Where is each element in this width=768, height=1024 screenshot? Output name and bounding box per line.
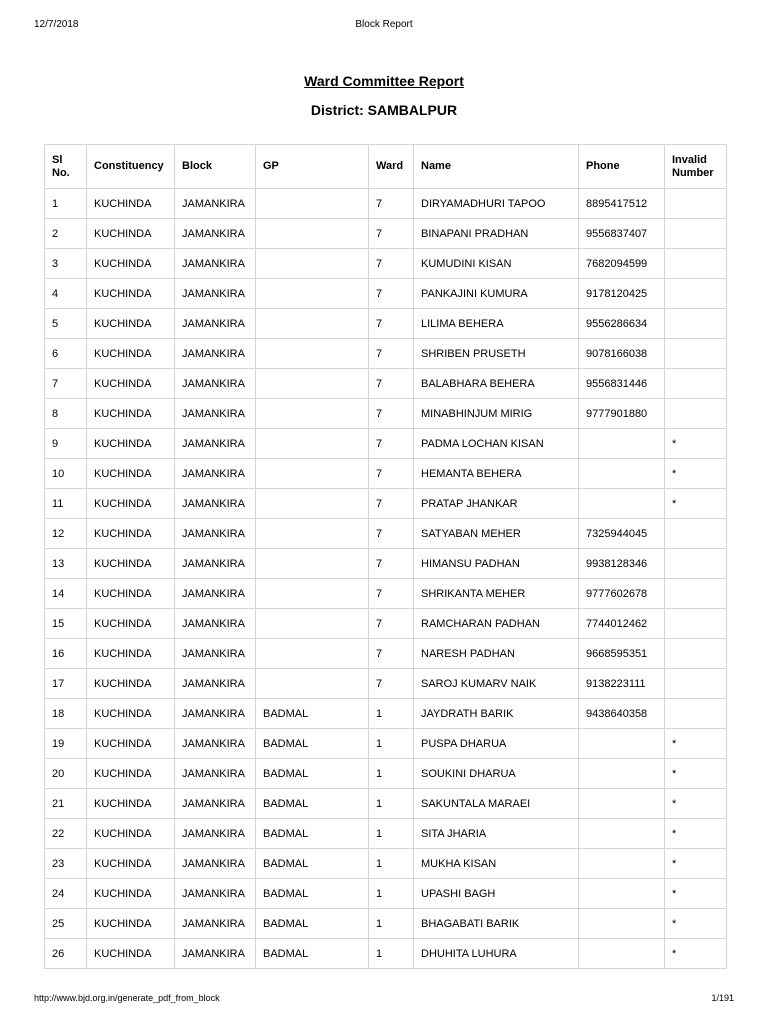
col-header-ward: Ward (369, 145, 414, 189)
ward-cell: 1 (369, 849, 414, 879)
name-cell: PUSPA DHARUA (414, 729, 579, 759)
phone-cell: 9556831446 (579, 369, 665, 399)
col-header-invalid-number: Invalid Number (665, 145, 727, 189)
block-cell: JAMANKIRA (175, 849, 256, 879)
ward-cell: 7 (369, 279, 414, 309)
invalid-number-cell: * (665, 489, 727, 519)
invalid-number-cell: * (665, 789, 727, 819)
invalid-number-cell (665, 189, 727, 219)
gp-cell (256, 189, 369, 219)
table-row (45, 699, 727, 729)
sl-no-cell: 19 (45, 729, 87, 759)
table-row (45, 339, 727, 369)
invalid-number-cell: * (665, 849, 727, 879)
gp-cell (256, 279, 369, 309)
block-cell: JAMANKIRA (175, 459, 256, 489)
ward-cell: 1 (369, 759, 414, 789)
block-cell: JAMANKIRA (175, 219, 256, 249)
name-cell: PANKAJINI KUMURA (414, 279, 579, 309)
phone-cell: 9938128346 (579, 549, 665, 579)
table-row (45, 609, 727, 639)
invalid-number-cell (665, 609, 727, 639)
phone-cell: 9556837407 (579, 219, 665, 249)
sl-no-cell: 5 (45, 309, 87, 339)
gp-cell (256, 309, 369, 339)
gp-cell: BADMAL (256, 729, 369, 759)
sl-no-cell: 6 (45, 339, 87, 369)
table-row (45, 369, 727, 399)
ward-cell: 1 (369, 939, 414, 969)
constituency-cell: KUCHINDA (87, 489, 175, 519)
phone-cell (579, 759, 665, 789)
invalid-number-cell (665, 699, 727, 729)
constituency-cell: KUCHINDA (87, 759, 175, 789)
phone-cell: 9078166038 (579, 339, 665, 369)
ward-cell: 7 (369, 549, 414, 579)
phone-cell (579, 789, 665, 819)
gp-cell: BADMAL (256, 759, 369, 789)
invalid-number-cell (665, 639, 727, 669)
table-row (45, 639, 727, 669)
block-cell: JAMANKIRA (175, 639, 256, 669)
gp-cell (256, 489, 369, 519)
phone-cell (579, 819, 665, 849)
gp-cell: BADMAL (256, 819, 369, 849)
block-cell: JAMANKIRA (175, 759, 256, 789)
sl-no-cell: 3 (45, 249, 87, 279)
block-cell: JAMANKIRA (175, 339, 256, 369)
block-cell: JAMANKIRA (175, 399, 256, 429)
phone-cell: 9438640358 (579, 699, 665, 729)
phone-cell (579, 729, 665, 759)
table-row (45, 669, 727, 699)
block-cell: JAMANKIRA (175, 699, 256, 729)
constituency-cell: KUCHINDA (87, 369, 175, 399)
name-cell: DIRYAMADHURI TAPOO (414, 189, 579, 219)
sl-no-cell: 7 (45, 369, 87, 399)
invalid-number-cell (665, 249, 727, 279)
invalid-number-cell: * (665, 759, 727, 789)
constituency-cell: KUCHINDA (87, 939, 175, 969)
name-cell: MINABHINJUM MIRIG (414, 399, 579, 429)
constituency-cell: KUCHINDA (87, 909, 175, 939)
constituency-cell: KUCHINDA (87, 339, 175, 369)
block-cell: JAMANKIRA (175, 279, 256, 309)
sl-no-cell: 12 (45, 519, 87, 549)
ward-cell: 1 (369, 789, 414, 819)
phone-cell (579, 849, 665, 879)
name-cell: UPASHI BAGH (414, 879, 579, 909)
phone-cell: 9668595351 (579, 639, 665, 669)
ward-cell: 7 (369, 639, 414, 669)
sl-no-cell: 20 (45, 759, 87, 789)
constituency-cell: KUCHINDA (87, 189, 175, 219)
constituency-cell: KUCHINDA (87, 699, 175, 729)
name-cell: PADMA LOCHAN KISAN (414, 429, 579, 459)
phone-cell (579, 459, 665, 489)
gp-cell: BADMAL (256, 909, 369, 939)
constituency-cell: KUCHINDA (87, 729, 175, 759)
invalid-number-cell (665, 219, 727, 249)
ward-cell: 1 (369, 699, 414, 729)
ward-cell: 7 (369, 369, 414, 399)
name-cell: HIMANSU PADHAN (414, 549, 579, 579)
gp-cell: BADMAL (256, 879, 369, 909)
gp-cell: BADMAL (256, 849, 369, 879)
gp-cell: BADMAL (256, 699, 369, 729)
phone-cell (579, 939, 665, 969)
ward-cell: 7 (369, 579, 414, 609)
phone-cell: 9138223111 (579, 669, 665, 699)
sl-no-cell: 25 (45, 909, 87, 939)
sl-no-cell: 4 (45, 279, 87, 309)
col-header-sl-no: Sl No. (45, 145, 87, 189)
phone-cell: 9777901880 (579, 399, 665, 429)
table-row (45, 399, 727, 429)
page-number: 1/191 (711, 993, 734, 1003)
invalid-number-cell (665, 399, 727, 429)
block-cell: JAMANKIRA (175, 669, 256, 699)
name-cell: MUKHA KISAN (414, 849, 579, 879)
print-title: Block Report (355, 19, 413, 30)
footer-url: http://www.bjd.org.in/generate_pdf_from_block (34, 993, 220, 1003)
gp-cell (256, 579, 369, 609)
block-cell: JAMANKIRA (175, 789, 256, 819)
block-cell: JAMANKIRA (175, 819, 256, 849)
constituency-cell: KUCHINDA (87, 579, 175, 609)
name-cell: SITA JHARIA (414, 819, 579, 849)
gp-cell (256, 219, 369, 249)
col-header-gp: GP (256, 145, 369, 189)
gp-cell (256, 249, 369, 279)
constituency-cell: KUCHINDA (87, 519, 175, 549)
phone-cell: 9178120425 (579, 279, 665, 309)
name-cell: SOUKINI DHARUA (414, 759, 579, 789)
constituency-cell: KUCHINDA (87, 789, 175, 819)
name-cell: RAMCHARAN PADHAN (414, 609, 579, 639)
table-row (45, 579, 727, 609)
ward-cell: 7 (369, 249, 414, 279)
name-cell: NARESH PADHAN (414, 639, 579, 669)
invalid-number-cell: * (665, 909, 727, 939)
ward-cell: 7 (369, 219, 414, 249)
name-cell: DHUHITA LUHURA (414, 939, 579, 969)
ward-cell: 7 (369, 339, 414, 369)
sl-no-cell: 13 (45, 549, 87, 579)
sl-no-cell: 15 (45, 609, 87, 639)
name-cell: KUMUDINI KISAN (414, 249, 579, 279)
constituency-cell: KUCHINDA (87, 609, 175, 639)
name-cell: HEMANTA BEHERA (414, 459, 579, 489)
gp-cell (256, 339, 369, 369)
sl-no-cell: 2 (45, 219, 87, 249)
table-row (45, 459, 727, 489)
table-row (45, 939, 727, 969)
sl-no-cell: 26 (45, 939, 87, 969)
invalid-number-cell: * (665, 879, 727, 909)
name-cell: SAROJ KUMARV NAIK (414, 669, 579, 699)
constituency-cell: KUCHINDA (87, 429, 175, 459)
block-cell: JAMANKIRA (175, 879, 256, 909)
invalid-number-cell (665, 579, 727, 609)
table-row (45, 819, 727, 849)
name-cell: PRATAP JHANKAR (414, 489, 579, 519)
block-cell: JAMANKIRA (175, 309, 256, 339)
ward-cell: 1 (369, 729, 414, 759)
gp-cell (256, 519, 369, 549)
table-header-row (45, 145, 727, 189)
table-row (45, 849, 727, 879)
ward-cell: 7 (369, 399, 414, 429)
sl-no-cell: 14 (45, 579, 87, 609)
table-row (45, 879, 727, 909)
name-cell: SATYABAN MEHER (414, 519, 579, 549)
constituency-cell: KUCHINDA (87, 879, 175, 909)
constituency-cell: KUCHINDA (87, 219, 175, 249)
col-header-phone: Phone (579, 145, 665, 189)
phone-cell (579, 489, 665, 519)
ward-cell: 7 (369, 519, 414, 549)
sl-no-cell: 23 (45, 849, 87, 879)
name-cell: BINAPANI PRADHAN (414, 219, 579, 249)
print-date: 12/7/2018 (34, 19, 79, 30)
ward-committee-table (44, 144, 727, 969)
sl-no-cell: 10 (45, 459, 87, 489)
block-cell: JAMANKIRA (175, 519, 256, 549)
col-header-name: Name (414, 145, 579, 189)
invalid-number-cell (665, 369, 727, 399)
report-title: Ward Committee Report (304, 73, 464, 89)
ward-cell: 7 (369, 309, 414, 339)
constituency-cell: KUCHINDA (87, 639, 175, 669)
sl-no-cell: 9 (45, 429, 87, 459)
phone-cell: 9556286634 (579, 309, 665, 339)
gp-cell (256, 459, 369, 489)
table-row (45, 519, 727, 549)
invalid-number-cell (665, 339, 727, 369)
sl-no-cell: 24 (45, 879, 87, 909)
phone-cell (579, 879, 665, 909)
block-cell: JAMANKIRA (175, 729, 256, 759)
constituency-cell: KUCHINDA (87, 459, 175, 489)
table-row (45, 429, 727, 459)
block-cell: JAMANKIRA (175, 489, 256, 519)
gp-cell (256, 369, 369, 399)
table-row (45, 729, 727, 759)
table-body (45, 189, 727, 969)
constituency-cell: KUCHINDA (87, 399, 175, 429)
constituency-cell: KUCHINDA (87, 249, 175, 279)
block-cell: JAMANKIRA (175, 249, 256, 279)
invalid-number-cell (665, 669, 727, 699)
sl-no-cell: 22 (45, 819, 87, 849)
sl-no-cell: 8 (45, 399, 87, 429)
name-cell: SHRIBEN PRUSETH (414, 339, 579, 369)
table-row (45, 309, 727, 339)
name-cell: LILIMA BEHERA (414, 309, 579, 339)
district-heading: District: SAMBALPUR (310, 102, 458, 118)
name-cell: SAKUNTALA MARAEI (414, 789, 579, 819)
sl-no-cell: 16 (45, 639, 87, 669)
gp-cell (256, 549, 369, 579)
sl-no-cell: 1 (45, 189, 87, 219)
col-header-block: Block (175, 145, 256, 189)
invalid-number-cell: * (665, 459, 727, 489)
table-row (45, 189, 727, 219)
ward-cell: 7 (369, 429, 414, 459)
gp-cell (256, 399, 369, 429)
table-row (45, 249, 727, 279)
constituency-cell: KUCHINDA (87, 669, 175, 699)
phone-cell: 7682094599 (579, 249, 665, 279)
constituency-cell: KUCHINDA (87, 549, 175, 579)
name-cell: BHAGABATI BARIK (414, 909, 579, 939)
ward-cell: 7 (369, 669, 414, 699)
name-cell: JAYDRATH BARIK (414, 699, 579, 729)
constituency-cell: KUCHINDA (87, 309, 175, 339)
name-cell: BALABHARA BEHERA (414, 369, 579, 399)
sl-no-cell: 11 (45, 489, 87, 519)
invalid-number-cell: * (665, 939, 727, 969)
ward-cell: 7 (369, 489, 414, 519)
table-row (45, 489, 727, 519)
col-header-constituency: Constituency (87, 145, 175, 189)
name-cell: SHRIKANTA MEHER (414, 579, 579, 609)
table-row (45, 759, 727, 789)
table-row (45, 279, 727, 309)
table-row (45, 789, 727, 819)
constituency-cell: KUCHINDA (87, 279, 175, 309)
block-cell: JAMANKIRA (175, 369, 256, 399)
block-cell: JAMANKIRA (175, 549, 256, 579)
gp-cell (256, 639, 369, 669)
ward-cell: 1 (369, 909, 414, 939)
invalid-number-cell (665, 519, 727, 549)
invalid-number-cell: * (665, 729, 727, 759)
ward-cell: 7 (369, 459, 414, 489)
phone-cell: 7744012462 (579, 609, 665, 639)
sl-no-cell: 18 (45, 699, 87, 729)
block-cell: JAMANKIRA (175, 939, 256, 969)
block-cell: JAMANKIRA (175, 579, 256, 609)
invalid-number-cell: * (665, 819, 727, 849)
invalid-number-cell (665, 549, 727, 579)
ward-cell: 1 (369, 819, 414, 849)
gp-cell: BADMAL (256, 789, 369, 819)
constituency-cell: KUCHINDA (87, 849, 175, 879)
gp-cell (256, 669, 369, 699)
block-cell: JAMANKIRA (175, 609, 256, 639)
ward-cell: 7 (369, 189, 414, 219)
block-cell: JAMANKIRA (175, 909, 256, 939)
gp-cell (256, 429, 369, 459)
table-row (45, 219, 727, 249)
invalid-number-cell: * (665, 429, 727, 459)
phone-cell (579, 909, 665, 939)
table-row (45, 909, 727, 939)
invalid-number-cell (665, 309, 727, 339)
sl-no-cell: 17 (45, 669, 87, 699)
phone-cell: 8895417512 (579, 189, 665, 219)
table-row (45, 549, 727, 579)
invalid-number-cell (665, 279, 727, 309)
gp-cell (256, 609, 369, 639)
block-cell: JAMANKIRA (175, 189, 256, 219)
phone-cell: 9777602678 (579, 579, 665, 609)
sl-no-cell: 21 (45, 789, 87, 819)
phone-cell: 7325944045 (579, 519, 665, 549)
gp-cell: BADMAL (256, 939, 369, 969)
constituency-cell: KUCHINDA (87, 819, 175, 849)
phone-cell (579, 429, 665, 459)
block-cell: JAMANKIRA (175, 429, 256, 459)
ward-cell: 7 (369, 609, 414, 639)
ward-cell: 1 (369, 879, 414, 909)
